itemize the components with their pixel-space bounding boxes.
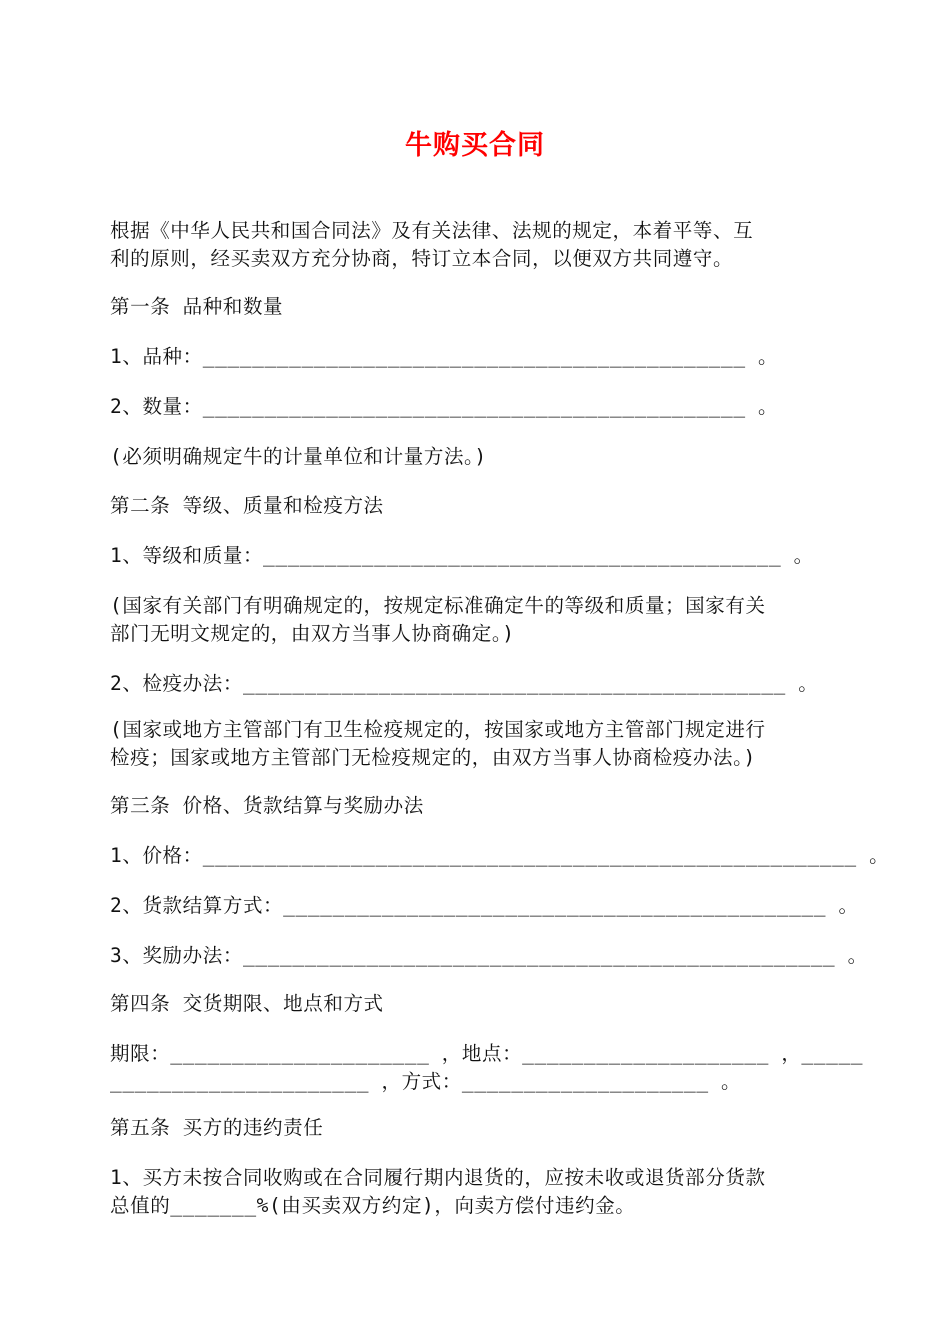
article-2-heading: 第二条 等级、质量和检疫方法	[110, 494, 384, 517]
quarantine-field-line: 2、检疫办法：____________________________________________ 。	[110, 672, 819, 695]
quantity-note: (必须明确规定牛的计量单位和计量方法。)	[110, 445, 487, 468]
grade-note-line-2: 部门无明文规定的，由双方当事人协商确定。)	[110, 622, 515, 645]
quarantine-note-line-1: (国家或地方主管部门有卫生检疫规定的，按国家或地方主管部门规定进行	[110, 718, 766, 741]
variety-field-line: 1、品种：____________________________________________ 。	[110, 345, 779, 368]
buyer-liability-line-2: 总值的_______%(由买卖双方约定)，向卖方偿付违约金。	[110, 1194, 636, 1217]
document-title: 牛购买合同	[405, 130, 545, 161]
settlement-field-line: 2、货款结算方式：____________________________________________ 。	[110, 894, 859, 917]
intro-line-2: 利的原则，经买卖双方充分协商，特订立本合同，以便双方共同遵守。	[110, 247, 734, 270]
price-field-line: 1、价格：_____________________________________________________ 。	[110, 844, 890, 867]
delivery-line-2: _____________________ ，方式：____________________ 。	[110, 1070, 742, 1093]
article-4-heading: 第四条 交货期限、地点和方式	[110, 992, 384, 1015]
reward-field-line: 3、奖励办法：________________________________________________ 。	[110, 944, 868, 967]
delivery-line-1: 期限：_____________________ ，地点：____________________ ，_____	[110, 1042, 864, 1065]
buyer-liability-line-1: 1、买方未按合同收购或在合同履行期内退货的，应按未收或退货部分货款	[110, 1166, 766, 1189]
grade-note-line-1: (国家有关部门有明确规定的，按规定标准确定牛的等级和质量；国家有关	[110, 594, 766, 617]
intro-line-1: 根据《中华人民共和国合同法》及有关法律、法规的规定，本着平等、互	[110, 219, 754, 242]
quarantine-note-line-2: 检疫；国家或地方主管部门无检疫规定的，由双方当事人协商检疫办法。)	[110, 746, 756, 769]
article-3-heading: 第三条 价格、货款结算与奖励办法	[110, 794, 424, 817]
quantity-field-line: 2、数量：____________________________________________ 。	[110, 395, 779, 418]
grade-quality-field-line: 1、等级和质量：__________________________________________ 。	[110, 544, 814, 567]
article-1-heading: 第一条 品种和数量	[110, 295, 284, 318]
article-5-heading: 第五条 买方的违约责任	[110, 1116, 324, 1139]
